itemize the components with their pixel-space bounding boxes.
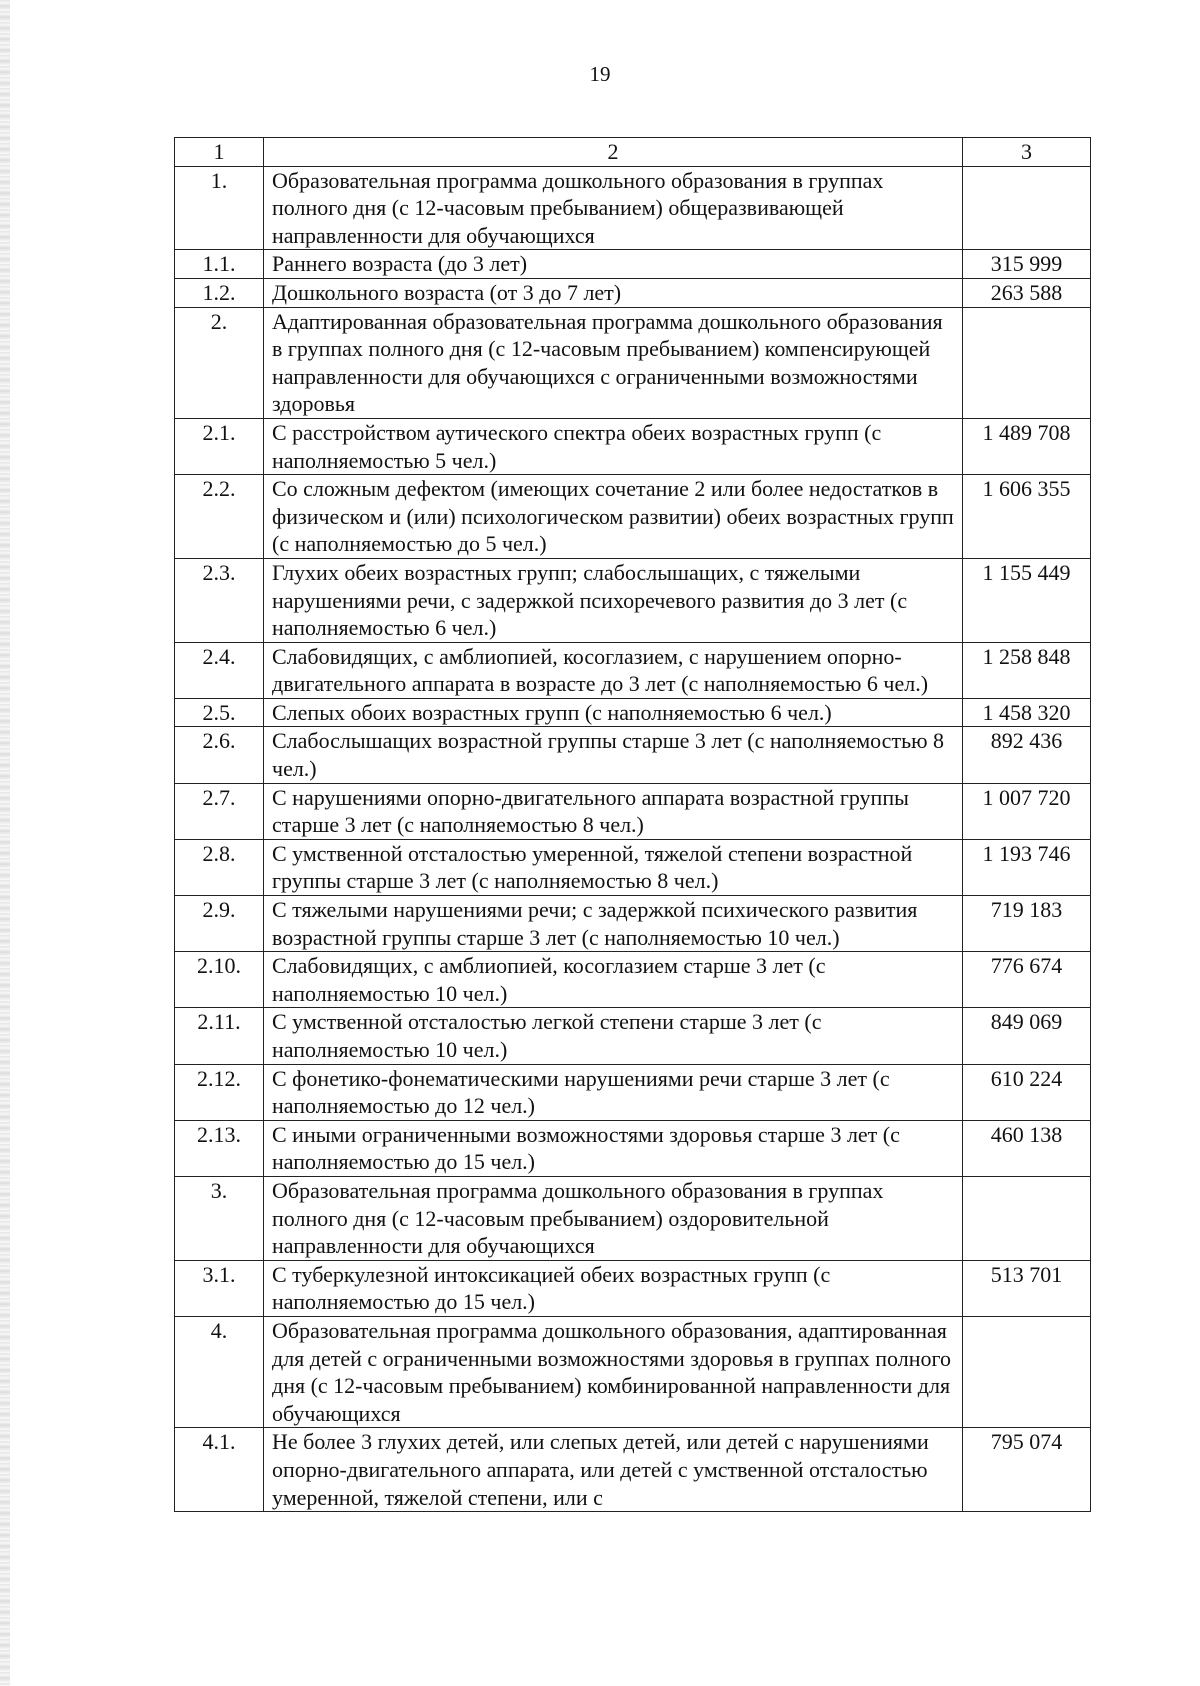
row-value [963,1176,1091,1260]
row-number: 1. [175,166,264,250]
tariff-table [174,137,1091,1512]
row-value [963,166,1091,250]
table-row [175,1316,1091,1427]
row-number: 2.12. [175,1064,264,1120]
table-row [175,166,1091,250]
table-row [175,727,1091,783]
row-number: 3.1. [175,1260,264,1316]
table-row [175,783,1091,839]
row-number: 2.2. [175,475,264,559]
row-description: Слепых обоих возрастных групп (с наполняемостью 6 чел.) [264,698,963,727]
row-number: 4.1. [175,1428,264,1512]
row-number: 2.3. [175,558,264,642]
table-row [175,642,1091,698]
row-number: 2.4. [175,642,264,698]
row-value: 1 007 720 [963,783,1091,839]
row-value: 892 436 [963,727,1091,783]
row-value: 1 258 848 [963,642,1091,698]
row-description: С нарушениями опорно-двигательного аппарата возрастной группы старше 3 лет (с наполняемостью 8 чел.) [264,783,963,839]
table-row [175,250,1091,279]
row-description: С умственной отсталостью легкой степени старше 3 лет (с наполняемостью 10 чел.) [264,1008,963,1064]
row-description: С расстройством аутического спектра обеих возрастных групп (с наполняемостью 5 чел.) [264,418,963,474]
row-number: 2. [175,307,264,418]
row-number: 2.5. [175,698,264,727]
row-description: Дошкольного возраста (от 3 до 7 лет) [264,278,963,307]
row-number: 2.7. [175,783,264,839]
row-description: Образовательная программа дошкольного образования в группах полного дня (с 12-часовым пребыванием) общеразвивающей направленности для обучающихся [264,166,963,250]
row-value: 719 183 [963,896,1091,952]
row-value: 776 674 [963,952,1091,1008]
header-cell-1: 1 [175,138,264,167]
table-row [175,1120,1091,1176]
table-row [175,1260,1091,1316]
row-number: 3. [175,1176,264,1260]
row-value: 1 606 355 [963,475,1091,559]
row-number: 2.10. [175,952,264,1008]
row-value: 263 588 [963,278,1091,307]
row-description: Глухих обеих возрастных групп; слабослышащих, с тяжелыми нарушениями речи, с задержкой психоречевого развития до 3 лет (с наполняемостью 6 чел.) [264,558,963,642]
row-number: 2.9. [175,896,264,952]
row-description: С тяжелыми нарушениями речи; с задержкой психического развития возрастной группы старше 3 лет (с наполняемостью 10 чел.) [264,896,963,952]
row-value: 795 074 [963,1428,1091,1512]
table-row [175,1008,1091,1064]
row-description: Адаптированная образовательная программа дошкольного образования в группах полного дня (с 12-часовым пребыванием) компенсирующей направленности для обучающихся с ограниченными возможностями здоровья [264,307,963,418]
row-value: 315 999 [963,250,1091,279]
row-value: 460 138 [963,1120,1091,1176]
scan-edge [0,0,10,1686]
row-number: 1.2. [175,278,264,307]
row-description: С умственной отсталостью умеренной, тяжелой степени возрастной группы старше 3 лет (с наполняемостью 8 чел.) [264,839,963,895]
header-cell-2: 2 [264,138,963,167]
row-description: Со сложным дефектом (имеющих сочетание 2 или более недостатков в физическом и (или) психологическом развитии) обеих возрастных групп (с наполняемостью до 5 чел.) [264,475,963,559]
row-number: 2.13. [175,1120,264,1176]
row-description: Слабовидящих, с амблиопией, косоглазием старше 3 лет (с наполняемостью 10 чел.) [264,952,963,1008]
table-header-row [175,138,1091,167]
row-description: Образовательная программа дошкольного образования в группах полного дня (с 12-часовым пребыванием) оздоровительной направленности для обучающихся [264,1176,963,1260]
row-number: 2.8. [175,839,264,895]
table-row [175,418,1091,474]
table-row [175,952,1091,1008]
row-description: Слабослышащих возрастной группы старше 3 лет (с наполняемостью 8 чел.) [264,727,963,783]
row-value: 1 458 320 [963,698,1091,727]
row-number: 2.11. [175,1008,264,1064]
row-number: 4. [175,1316,264,1427]
row-description: Не более 3 глухих детей, или слепых детей, или детей с нарушениями опорно-двигательного аппарата, или детей с умственной отсталостью умеренной, тяжелой степени, или с [264,1428,963,1512]
table-row [175,307,1091,418]
table-row [175,839,1091,895]
table-row [175,475,1091,559]
row-value: 610 224 [963,1064,1091,1120]
row-description: Образовательная программа дошкольного образования, адаптированная для детей с ограниченными возможностями здоровья в группах полного дня (с 12-часовым пребыванием) комбинированной направленности для обучающихся [264,1316,963,1427]
table-row [175,698,1091,727]
row-description: Слабовидящих, с амблиопией, косоглазием, с нарушением опорно-двигательного аппарата в возрасте до 3 лет (с наполняемостью 6 чел.) [264,642,963,698]
row-value: 849 069 [963,1008,1091,1064]
row-value [963,1316,1091,1427]
row-description: С туберкулезной интоксикацией обеих возрастных групп (с наполняемостью до 15 чел.) [264,1260,963,1316]
row-value: 1 155 449 [963,558,1091,642]
table-row [175,1064,1091,1120]
row-value: 1 489 708 [963,418,1091,474]
row-description: Раннего возраста (до 3 лет) [264,250,963,279]
table-row [175,558,1091,642]
table-row [175,1176,1091,1260]
row-number: 2.1. [175,418,264,474]
page-number: 19 [589,62,611,86]
row-description: С иными ограниченными возможностями здоровья старше 3 лет (с наполняемостью до 15 чел.) [264,1120,963,1176]
table-row [175,896,1091,952]
table-row [175,278,1091,307]
row-number: 1.1. [175,250,264,279]
row-description: С фонетико-фонематическими нарушениями речи старше 3 лет (с наполняемостью до 12 чел.) [264,1064,963,1120]
row-value: 513 701 [963,1260,1091,1316]
header-cell-3: 3 [963,138,1091,167]
row-number: 2.6. [175,727,264,783]
table-row [175,1428,1091,1512]
row-value: 1 193 746 [963,839,1091,895]
row-value [963,307,1091,418]
